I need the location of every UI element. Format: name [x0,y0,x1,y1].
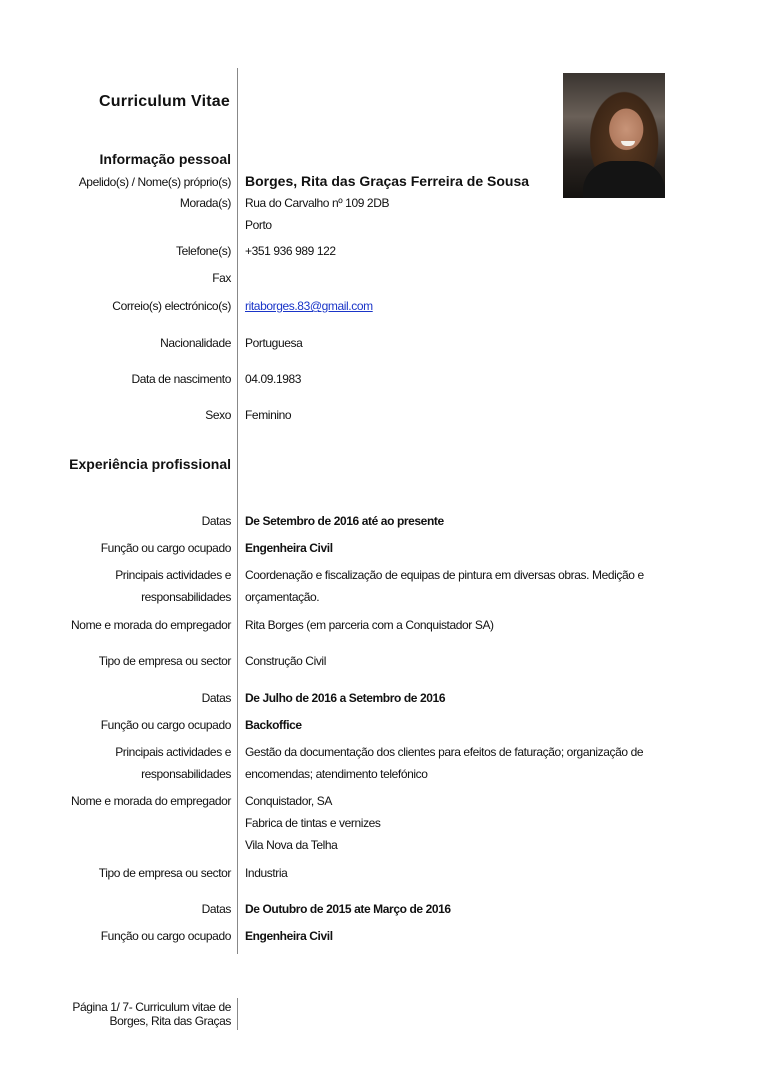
field-label: Datas [201,691,231,705]
field-value: Engenheira Civil [245,541,333,555]
field-value: Portuguesa [245,336,303,350]
field-label: responsabilidades [141,590,231,604]
field-value: Gestão da documentação dos clientes para efeitos de faturação; organização de [245,745,644,759]
field-label: Nacionalidade [160,336,231,350]
field-value: encomendas; atendimento telefónico [245,767,428,781]
field-label: Correio(s) electrónico(s) [112,299,231,313]
column-divider [237,68,238,954]
field-label: Tipo de empresa ou sector [98,654,231,668]
field-value: Conquistador, SA [245,794,332,808]
field-value: Industria [245,866,288,880]
field-value: Porto [245,218,272,232]
field-label: Função ou cargo ocupado [100,929,231,943]
field-label: Sexo [205,408,231,422]
field-value: De Julho de 2016 a Setembro de 2016 [245,691,446,705]
field-value: Fabrica de tintas e vernizes [245,816,381,830]
field-value: Rita Borges (em parceria com a Conquistador SA) [245,618,494,632]
footer-line: Borges, Rita das Graças [109,1014,231,1028]
field-label: Morada(s) [179,196,231,210]
document-title: Curriculum Vitae [99,93,230,110]
field-label: Nome e morada do empregador [71,794,231,808]
field-value: orçamentação. [245,590,320,604]
field-label: responsabilidades [141,767,231,781]
email-link[interactable]: ritaborges.83@gmail.com [245,299,373,313]
field-label: Telefone(s) [176,244,231,258]
footer-line: Página 1/ 7- Curriculum vitae de [72,1000,231,1014]
section-heading-personal: Informação pessoal [99,151,231,167]
field-label: Tipo de empresa ou sector [98,866,231,880]
field-value: Vila Nova da Telha [245,838,338,852]
field-value: De Setembro de 2016 até ao presente [245,514,444,528]
field-label: Apelido(s) / Nome(s) próprio(s) [78,175,231,189]
field-label: Função ou cargo ocupado [100,718,231,732]
section-heading-experience: Experiência profissional [69,456,231,472]
field-value: Borges, Rita das Graças Ferreira de Sousa [245,173,530,189]
field-label: Datas [201,902,231,916]
page-footer [72,1000,231,1028]
field-value: Engenheira Civil [245,929,333,943]
field-label: Fax [212,271,231,285]
field-value: Coordenação e fiscalização de equipas de pintura em diversas obras. Medição e [245,568,644,582]
field-label: Principais actividades e [115,745,231,759]
field-value: Rua do Carvalho nº 109 2DB [245,196,390,210]
field-label: Nome e morada do empregador [71,618,231,632]
field-label: Função ou cargo ocupado [100,541,231,555]
field-label: Data de nascimento [131,372,231,386]
profile-photo [563,73,665,198]
field-label: Principais actividades e [115,568,231,582]
field-value: +351 936 989 122 [245,244,336,258]
field-value: Feminino [245,408,292,422]
field-value: Construção Civil [245,654,326,668]
footer-divider [237,998,238,1030]
field-value: De Outubro de 2015 ate Março de 2016 [245,902,451,916]
field-value: 04.09.1983 [245,372,302,386]
field-value: Backoffice [245,718,302,732]
field-label: Datas [201,514,231,528]
